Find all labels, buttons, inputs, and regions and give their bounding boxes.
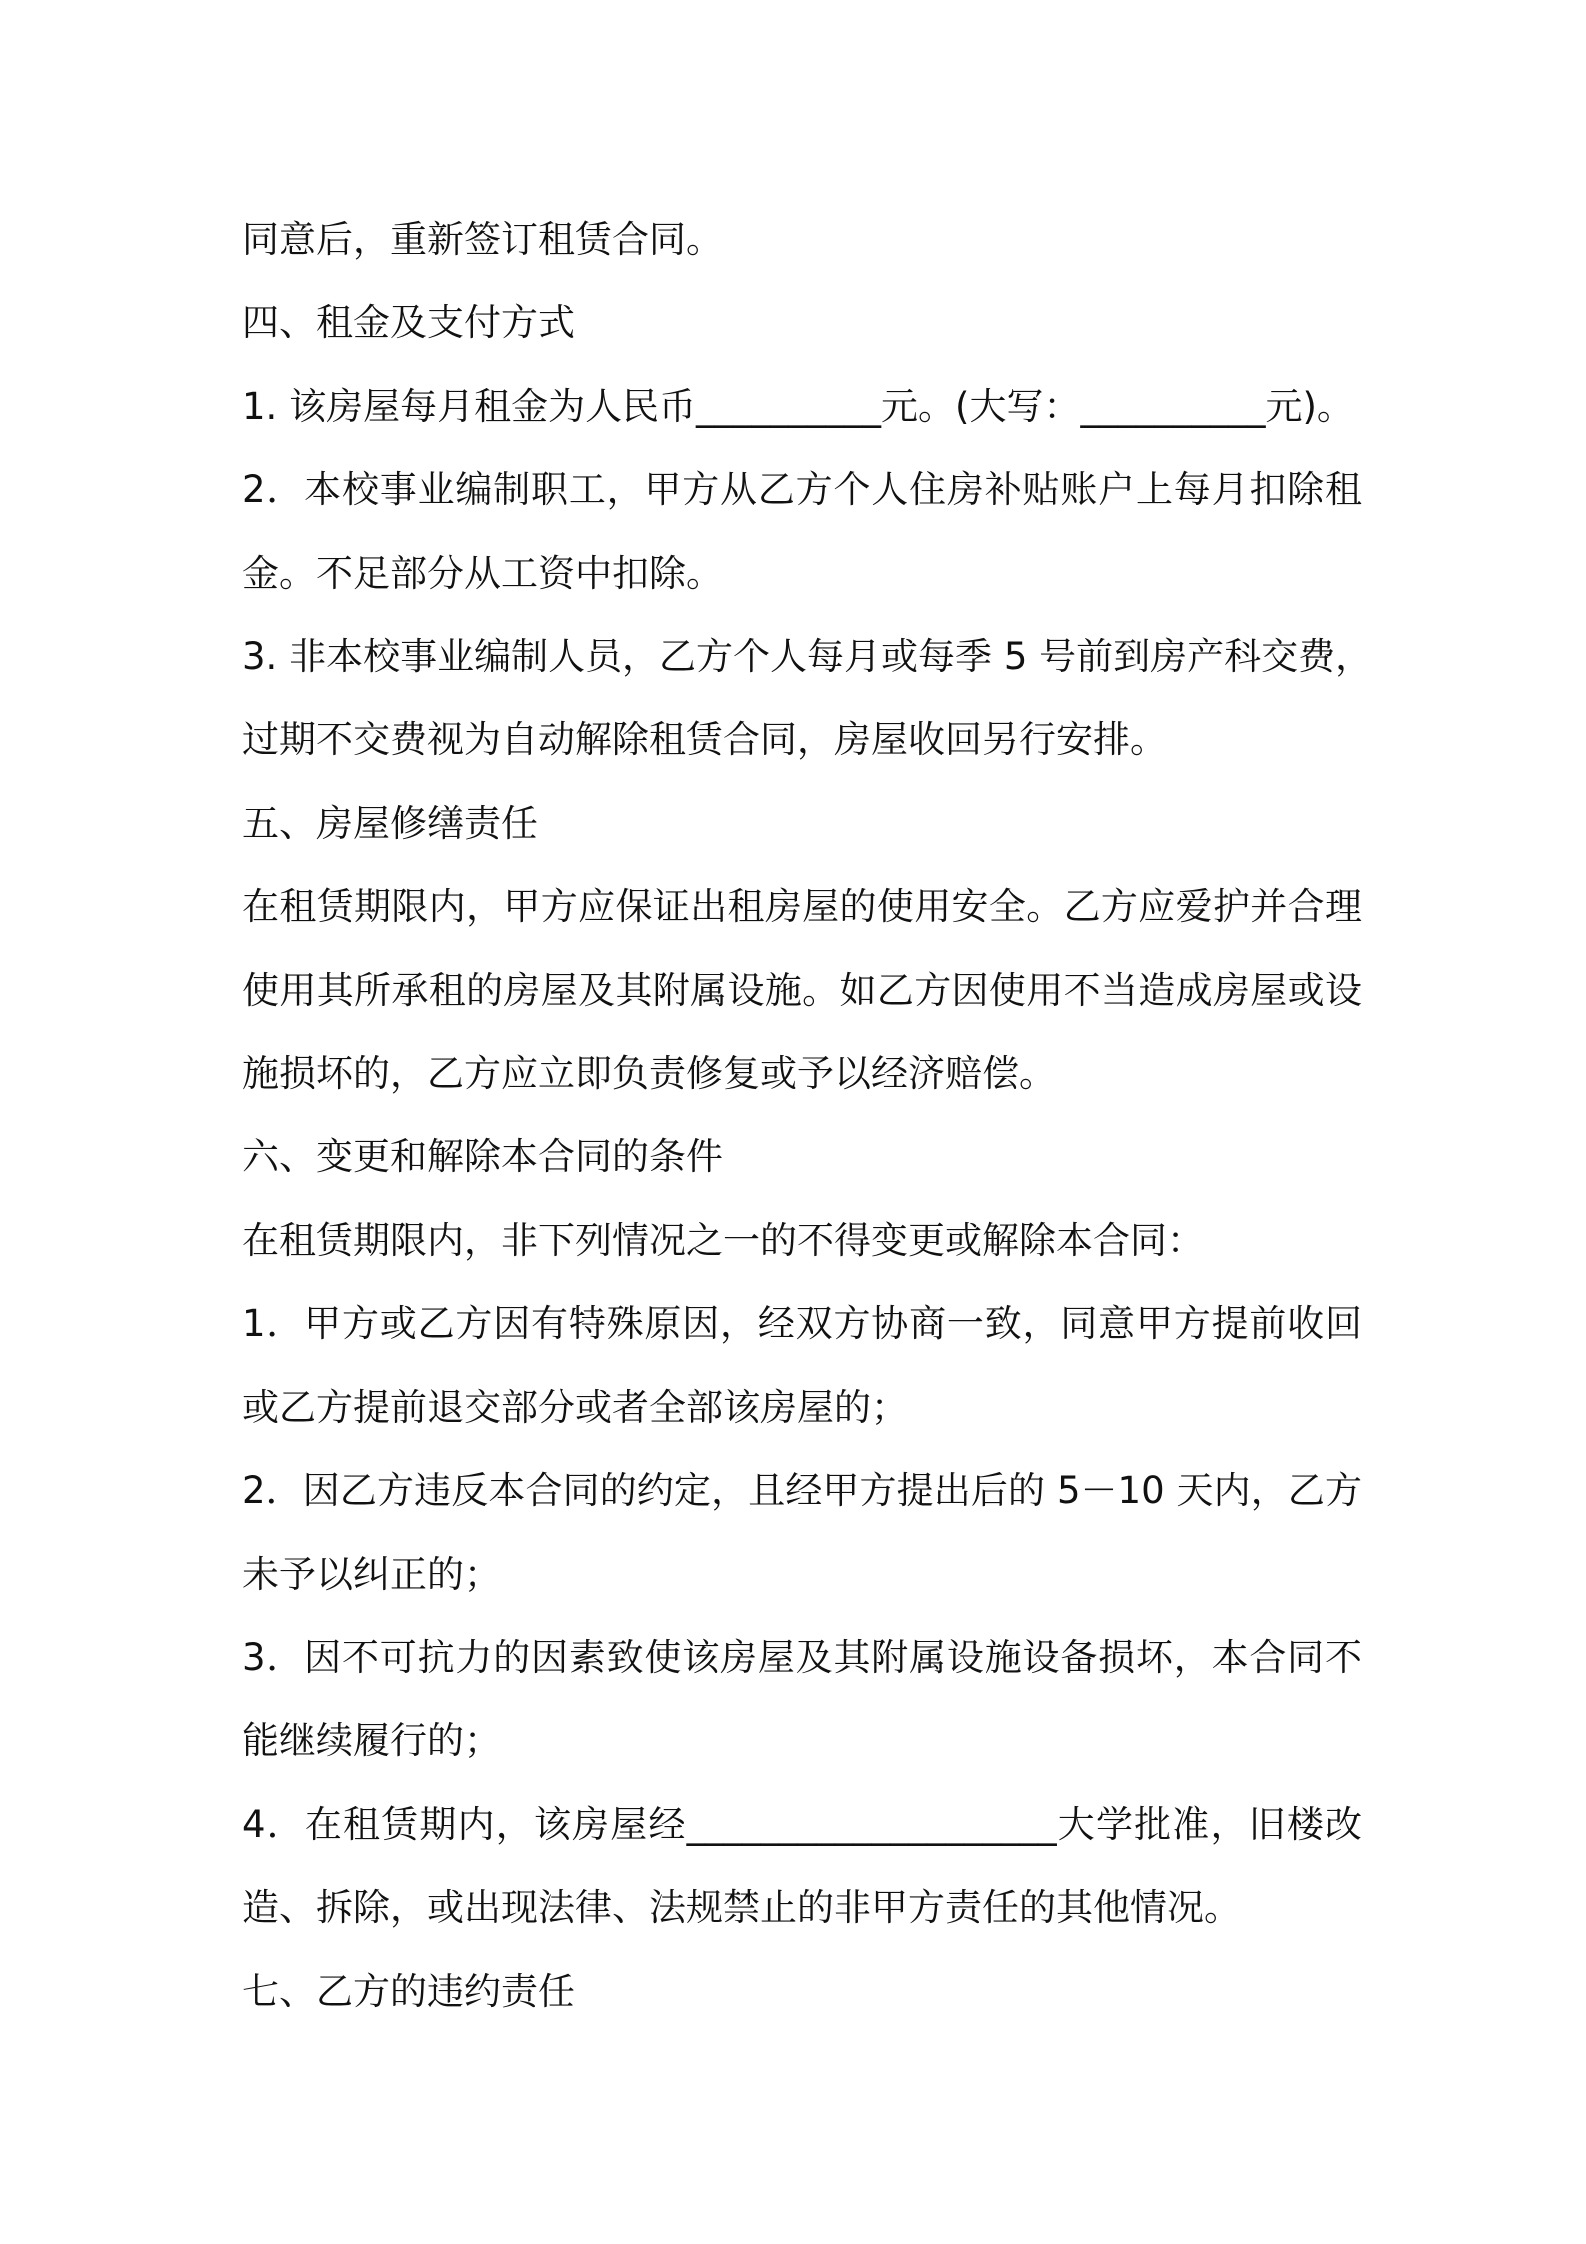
text-line: 未予以纠正的； (242, 1552, 501, 1596)
text-line: 2．因乙方违反本合同的约定，且经甲方提出后的 5－10 天内，乙方 (242, 1469, 1362, 1513)
text-line: 2．本校事业编制职工，甲方从乙方个人住房补贴账户上每月扣除租 (242, 468, 1362, 512)
text-line: 在租赁期限内，非下列情况之一的不得变更或解除本合同： (242, 1218, 1204, 1262)
text-line: 3．因不可抗力的因素致使该房屋及其附属设施设备损坏，本合同不 (242, 1635, 1362, 1679)
section-heading: 五、房屋修缮责任 (242, 801, 538, 845)
text-line: 1. 该房屋每月租金为人民币__________元。(大写：__________元)。 (242, 384, 1354, 428)
text-line: 能继续履行的； (242, 1719, 501, 1763)
text-line: 施损坏的，乙方应立即负责修复或予以经济赔偿。 (242, 1052, 1056, 1096)
text-line: 使用其所承租的房屋及其附属设施。如乙方因使用不当造成房屋或设 (242, 968, 1362, 1012)
text-line: 过期不交费视为自动解除租赁合同，房屋收回另行安排。 (242, 718, 1167, 762)
text-line: 在租赁期限内，甲方应保证出租房屋的使用安全。乙方应爱护并合理 (242, 885, 1362, 929)
section-heading: 四、租金及支付方式 (242, 301, 575, 345)
text-line: 4．在租赁期内，该房屋经____________________大学批准，旧楼改 (242, 1802, 1362, 1846)
section-heading: 七、乙方的违约责任 (242, 1969, 575, 2013)
section-heading: 六、变更和解除本合同的条件 (242, 1135, 723, 1179)
text-line: 1．甲方或乙方因有特殊原因，经双方协商一致，同意甲方提前收回 (242, 1302, 1362, 1346)
document-body (242, 198, 1373, 2033)
text-line: 3. 非本校事业编制人员，乙方个人每月或每季 5 号前到房产科交费， (242, 635, 1373, 679)
text-line: 金。不足部分从工资中扣除。 (242, 551, 723, 595)
text-line: 或乙方提前退交部分或者全部该房屋的； (242, 1385, 908, 1429)
text-line: 同意后，重新签订租赁合同。 (242, 218, 723, 261)
text-line: 造、拆除，或出现法律、法规禁止的非甲方责任的其他情况。 (242, 1886, 1241, 1930)
